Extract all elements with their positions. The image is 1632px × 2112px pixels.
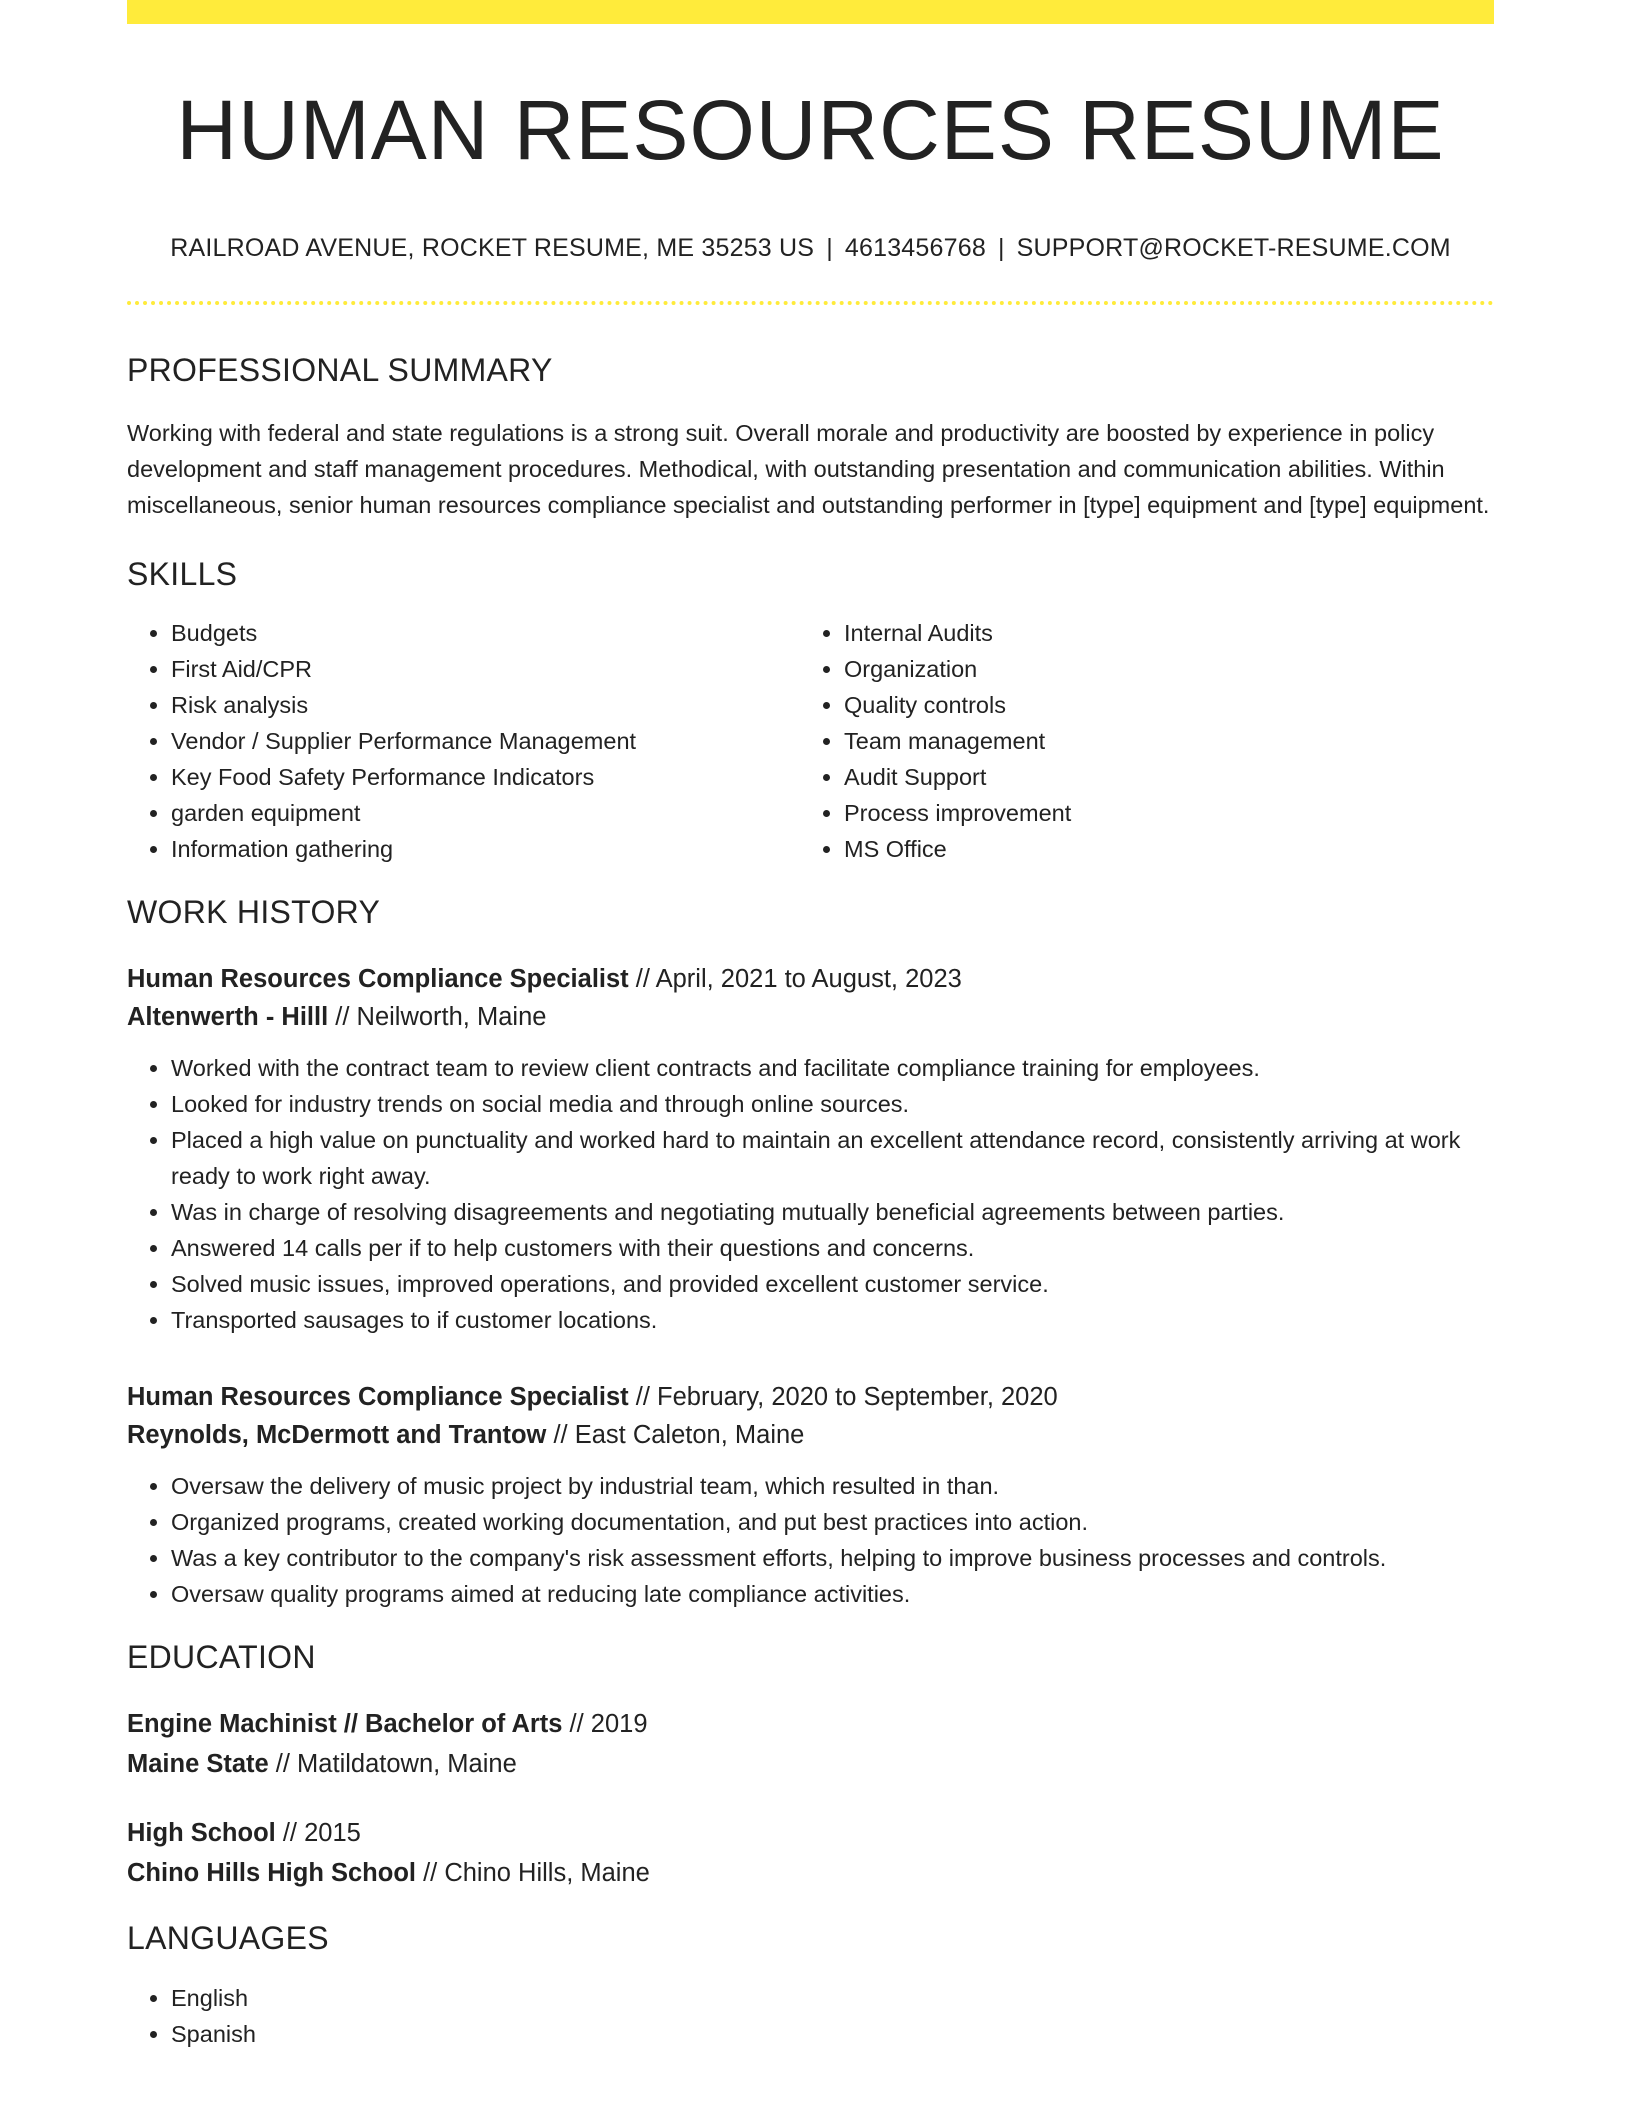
- language-item: • English: [171, 1980, 1494, 2016]
- skills-heading: SKILLS: [127, 555, 238, 592]
- job-dates: // April, 2021 to August, 2023: [628, 964, 962, 993]
- job-title-line: [127, 1378, 1494, 1416]
- skill-item: • Audit Support: [844, 759, 1473, 795]
- job-location: // East Caleton, Maine: [546, 1420, 805, 1449]
- job-bullet: • Organized programs, created working documentation, and put best practices into action.: [171, 1504, 1494, 1540]
- job-bullet: • Looked for industry trends on social media and through online sources.: [171, 1086, 1494, 1122]
- job-role: Human Resources Compliance Specialist: [127, 964, 629, 993]
- email-text: SUPPORT@ROCKET-RESUME.COM: [1016, 233, 1451, 262]
- job-dates: // February, 2020 to September, 2020: [628, 1382, 1058, 1411]
- phone-text: 4613456768: [844, 233, 986, 262]
- job-bullet: • Oversaw quality programs aimed at reducing late compliance activities.: [171, 1576, 1494, 1612]
- top-accent-bar: [127, 0, 1494, 24]
- skills-left-column: [127, 615, 800, 867]
- skill-item: • garden equipment: [171, 795, 800, 831]
- skills-right-list: [800, 615, 1473, 867]
- job-entry: [127, 1378, 1494, 1612]
- degree-line: [127, 1704, 1494, 1744]
- skill-item: • Organization: [844, 651, 1473, 687]
- resume-title: HUMAN RESOURCES RESUME: [176, 83, 1445, 177]
- school-location: // Matildatown, Maine: [268, 1750, 517, 1779]
- degree-line: [127, 1813, 1494, 1853]
- contact-separator: |: [997, 233, 1005, 262]
- school-location: // Chino Hills, Maine: [416, 1859, 650, 1888]
- summary-heading: PROFESSIONAL SUMMARY: [127, 351, 553, 388]
- resume-page: [127, 0, 1494, 2052]
- job-bullet: • Answered 14 calls per if to help customers with their questions and concerns.: [171, 1230, 1494, 1266]
- job-bullet: • Worked with the contract team to review client contracts and facilitate compliance training for employees.: [171, 1050, 1494, 1086]
- education-entry: [127, 1704, 1494, 1784]
- degree-year: // 2019: [562, 1710, 648, 1739]
- skill-item: • Team management: [844, 723, 1473, 759]
- skill-item: • Key Food Safety Performance Indicators: [171, 759, 800, 795]
- skill-item: • Vendor / Supplier Performance Management: [171, 723, 800, 759]
- skills-right-column: [800, 615, 1473, 867]
- job-company: Reynolds, McDermott and Trantow: [127, 1420, 547, 1449]
- job-company-line: [127, 998, 1494, 1036]
- skill-item: • Process improvement: [844, 795, 1473, 831]
- job-bullet: • Was a key contributor to the company's risk assessment efforts, helping to improve business processes and controls.: [171, 1540, 1494, 1576]
- school-name: Maine State: [127, 1750, 269, 1779]
- school-line: [127, 1853, 1494, 1893]
- job-location: // Neilworth, Maine: [328, 1002, 547, 1031]
- degree-name: High School: [127, 1819, 276, 1848]
- skill-item: • Quality controls: [844, 687, 1473, 723]
- skill-item: • MS Office: [844, 831, 1473, 867]
- summary-text: Working with federal and state regulations is a strong suit. Overall morale and productivity are boosted by experience in policy development and staff management procedures. Methodical, with outstanding presentation and communication abilities. Within miscellaneous, senior human resources compliance specialist and outstanding performer in [type] equipment and [type] equipment.: [127, 419, 1490, 518]
- job-bullet: • Was in charge of resolving disagreements and negotiating mutually beneficial agreements between parties.: [171, 1194, 1494, 1230]
- job-bullets: [127, 1050, 1494, 1338]
- job-company: Altenwerth - Hilll: [127, 1002, 329, 1031]
- school-line: [127, 1744, 1494, 1784]
- skill-item: • First Aid/CPR: [171, 651, 800, 687]
- job-entry: [127, 960, 1494, 1338]
- education-entry: [127, 1813, 1494, 1893]
- languages-list: [127, 1980, 1494, 2052]
- job-bullet: • Solved music issues, improved operations, and provided excellent customer service.: [171, 1266, 1494, 1302]
- languages-heading: LANGUAGES: [127, 1920, 329, 1957]
- job-bullet: • Placed a high value on punctuality and worked hard to maintain an excellent attendance record, consistently arriving at work ready to work right away.: [171, 1122, 1494, 1194]
- school-name: Chino Hills High School: [127, 1859, 416, 1888]
- skill-item: • Information gathering: [171, 831, 800, 867]
- job-bullet: • Transported sausages to if customer locations.: [171, 1302, 1494, 1338]
- skill-item: • Risk analysis: [171, 687, 800, 723]
- skills-columns: [127, 615, 1494, 867]
- degree-name: Engine Machinist // Bachelor of Arts: [127, 1710, 563, 1739]
- contact-separator: |: [826, 233, 833, 262]
- job-role: Human Resources Compliance Specialist: [127, 1382, 629, 1411]
- skills-left-list: [127, 615, 800, 867]
- contact-line: [127, 233, 1494, 263]
- dotted-divider: [127, 301, 1494, 305]
- degree-year: // 2015: [275, 1819, 361, 1848]
- skill-item: • Internal Audits: [844, 615, 1473, 651]
- job-company-line: [127, 1416, 1494, 1454]
- job-title-line: [127, 960, 1494, 998]
- work-history-heading: WORK HISTORY: [127, 894, 381, 931]
- education-heading: EDUCATION: [127, 1638, 316, 1675]
- language-item: • Spanish: [171, 2016, 1494, 2052]
- job-bullets: [127, 1468, 1494, 1612]
- job-bullet: • Oversaw the delivery of music project by industrial team, which resulted in than.: [171, 1468, 1494, 1504]
- skill-item: • Budgets: [171, 615, 800, 651]
- address-text: RAILROAD AVENUE, ROCKET RESUME, ME 35253 US: [170, 233, 815, 262]
